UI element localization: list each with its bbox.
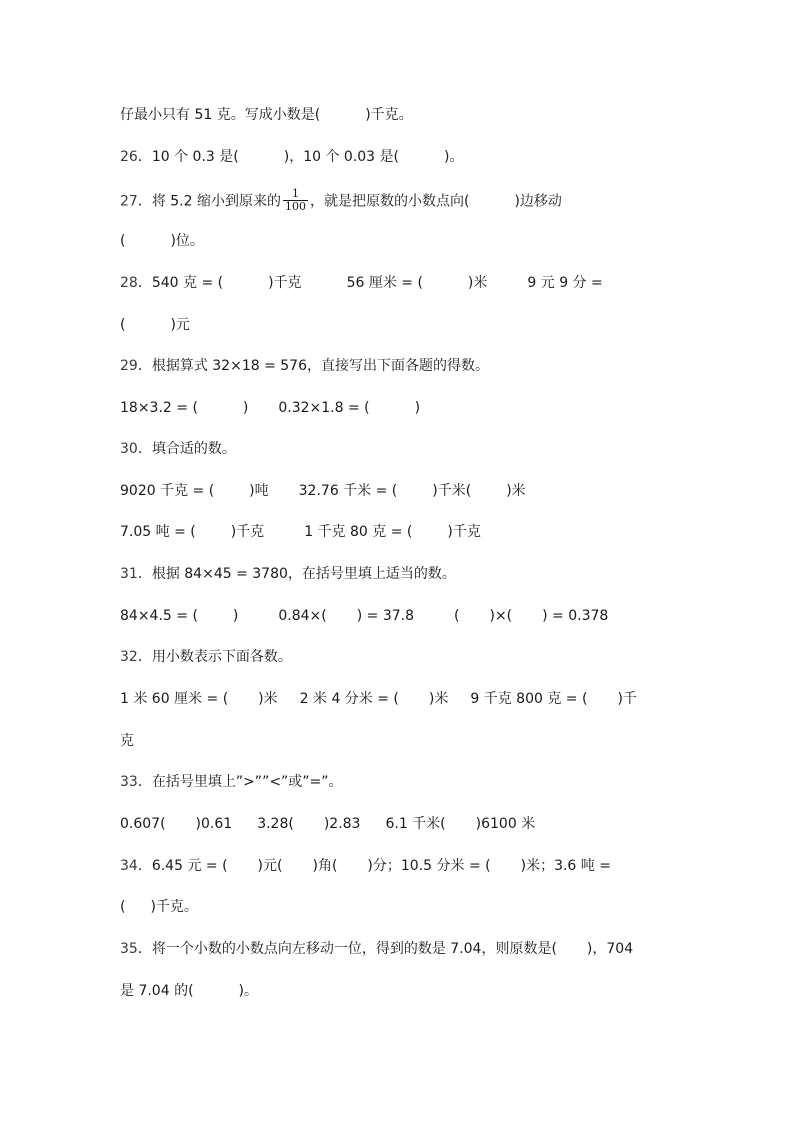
question-number: 35 [120, 941, 138, 957]
question-number: 28 [120, 275, 138, 291]
question-31-items: 84×4.5 = ( ) 0.84×( ) = 37.8 ( )×( ) = 0.378 [120, 608, 609, 624]
fraction: $\frac{1}{100}$ [285, 187, 306, 213]
question-number: 31 [120, 566, 138, 582]
question-29: 29．根据算式 32×18 = 576，直接写出下面各题的得数。 [120, 358, 489, 374]
question-32-items: 1 米 60 厘米 = ( )米 2 米 4 分米 = ( )米 9 千克 800 克 = ( )千 [120, 691, 637, 707]
question-number: 33 [120, 774, 138, 790]
question-number: 32 [120, 649, 138, 665]
question-26: 26．10 个 0.3 是( )，10 个 0.03 是( )。 [120, 149, 464, 165]
question-number: 34 [120, 858, 138, 874]
question-32-continued: 克 [120, 733, 134, 749]
question-35: 35．将一个小数的小数点向左移动一位，得到的数是 7.04，则原数是( )，704 [120, 941, 634, 957]
question-30: 30．填合适的数。 [120, 441, 236, 457]
question-32: 32．用小数表示下面各数。 [120, 649, 292, 665]
question-33-items: 0.607( )0.61 3.28( )2.83 6.1 千米( )6100 米 [120, 816, 536, 832]
question-28: 28．540 克 = ( )千克 56 厘米 = ( )米 9 元 9 分 = [120, 275, 603, 291]
question-30-items-2: 7.05 吨 = ( )千克 1 千克 80 克 = ( )千克 [120, 524, 481, 540]
question-number: 30 [120, 441, 138, 457]
question-34: 34．6.45 元 = ( )元( )角( )分；10.5 分米 = ( )米；3.6 吨 = [120, 858, 611, 874]
question-number: 26 [120, 149, 138, 165]
question-33: 33．在括号里填上”>””<”或”=”。 [120, 774, 343, 790]
question-35-continued: 是 7.04 的( )。 [120, 983, 259, 999]
question-25-continued: 仔最小只有 51 克。写成小数是( )千克。 [120, 107, 413, 123]
question-27: 27．将 5.2 缩小到原来的 $\frac{1}{100}$ ，就是把原数的小数点向( )边移动 [120, 187, 562, 213]
question-31: 31．根据 84×45 = 3780，在括号里填上适当的数。 [120, 566, 456, 582]
question-30-items-1: 9020 千克 = ( )吨 32.76 千米 = ( )千米( )米 [120, 483, 526, 499]
question-29-items: 18×3.2 = ( ) 0.32×1.8 = ( ) [120, 400, 421, 416]
question-28-continued: ( )元 [120, 317, 190, 333]
question-27-continued: ( )位。 [120, 233, 204, 249]
question-number: 29 [120, 358, 138, 374]
question-34-continued: ( )千克。 [120, 899, 198, 915]
question-number: 27 [120, 193, 138, 210]
